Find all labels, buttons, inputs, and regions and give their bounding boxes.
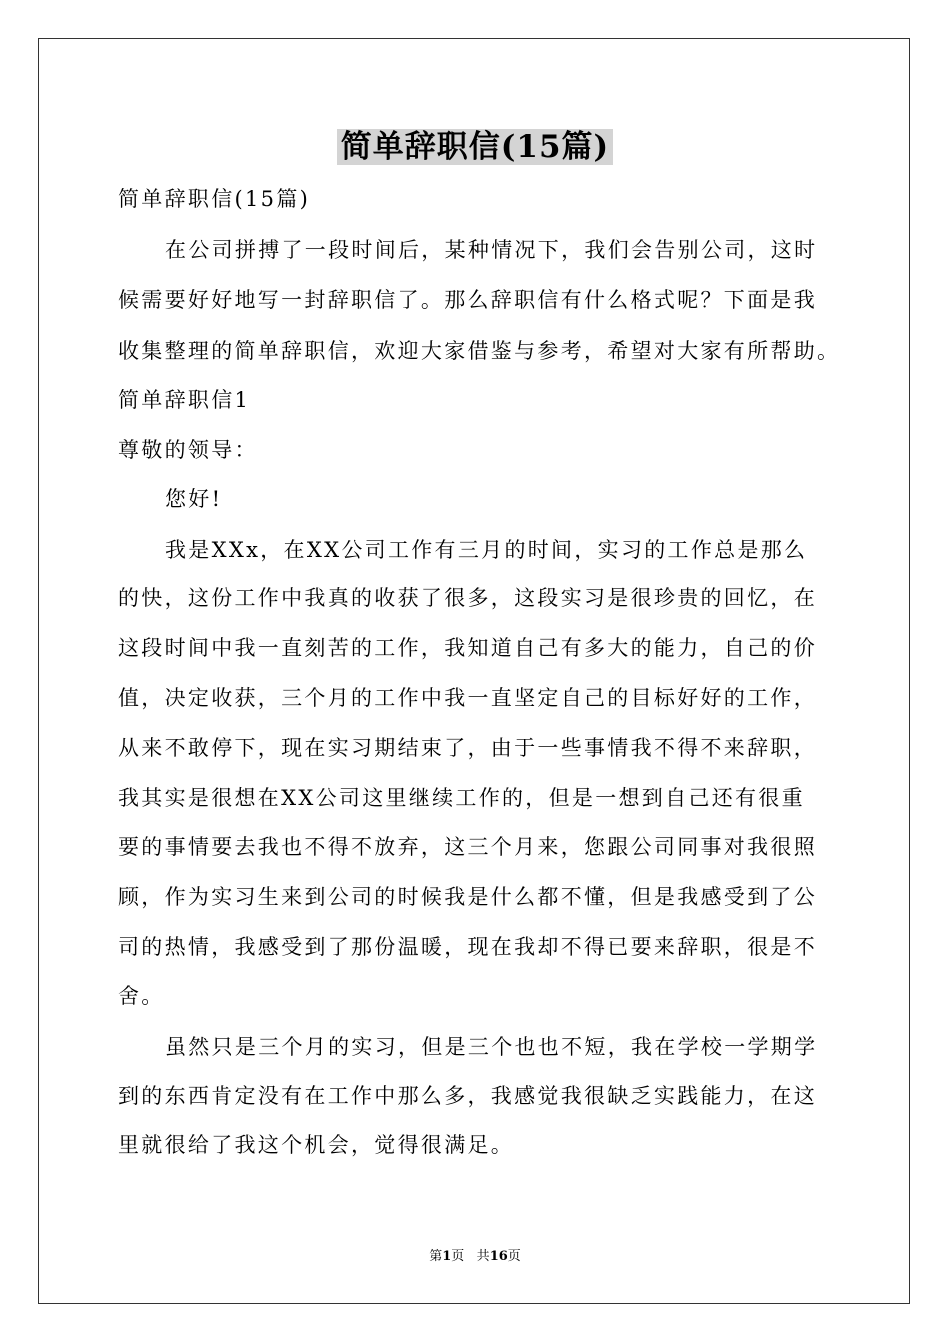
total-pages: 16 <box>489 1249 508 1264</box>
text-line: 司的热情，我感受到了那份温暖，现在我却不得已要来辞职，很是不 <box>118 935 817 959</box>
document-title-text: 简单辞职信(15篇) <box>337 129 613 165</box>
text-line: 我其实是很想在XX公司这里继续工作的，但是一想到自己还有很重 <box>118 786 805 810</box>
text-line: 在公司拼搏了一段时间后，某种情况下，我们会告别公司，这时 <box>165 238 818 262</box>
text-line: 要的事情要去我也不得不放弃，这三个月来，您跟公司同事对我很照 <box>118 835 817 859</box>
text-line: 候需要好好地写一封辞职信了。那么辞职信有什么格式呢？下面是我 <box>118 288 817 312</box>
page-border <box>38 38 910 1304</box>
text-line: 舍。 <box>118 984 165 1008</box>
subtitle-line: 简单辞职信(15篇) <box>118 187 311 211</box>
text-line: 虽然只是三个月的实习，但是三个也也不短，我在学校一学期学 <box>165 1035 818 1059</box>
text-line: 的快，这份工作中我真的收获了很多，这段实习是很珍贵的回忆，在 <box>118 586 817 610</box>
page-number: 1 <box>442 1249 452 1264</box>
text-line: 值，决定收获，三个月的工作中我一直坚定自己的目标好好的工作， <box>118 686 817 710</box>
total-suffix: 页 <box>507 1249 521 1264</box>
document-title <box>0 127 950 167</box>
text-line: 这段时间中我一直刻苦的工作，我知道自己有多大的能力，自己的价 <box>118 636 817 660</box>
total-prefix: 共 <box>476 1249 490 1264</box>
page-suffix: 页 <box>451 1249 465 1264</box>
text-line: 顾，作为实习生来到公司的时候我是什么都不懂，但是我感受到了公 <box>118 885 817 909</box>
section-heading: 简单辞职信1 <box>118 388 251 412</box>
text-line: 里就很给了我这个机会，觉得很满足。 <box>118 1133 515 1157</box>
page-footer <box>0 1248 950 1266</box>
text-line: 从来不敢停下，现在实习期结束了，由于一些事情我不得不来辞职， <box>118 736 817 760</box>
salutation: 尊敬的领导： <box>118 438 258 462</box>
page-prefix: 第 <box>429 1249 443 1264</box>
text-line: 收集整理的简单辞职信，欢迎大家借鉴与参考，希望对大家有所帮助。 <box>118 339 841 363</box>
text-line: 我是XXx，在XX公司工作有三月的时间，实习的工作总是那么 <box>165 538 808 562</box>
greeting: 您好! <box>165 487 223 511</box>
text-line: 到的东西肯定没有在工作中那么多，我感觉我很缺乏实践能力，在这 <box>118 1084 817 1108</box>
